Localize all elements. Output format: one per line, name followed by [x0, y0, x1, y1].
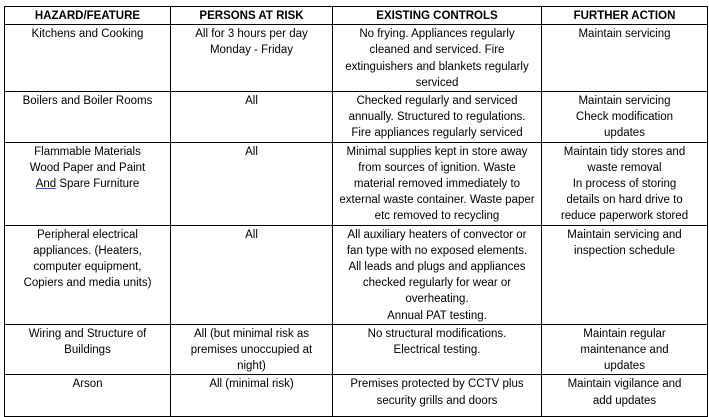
controls-cell: [333, 142, 542, 225]
persons-cell: [171, 142, 333, 225]
persons-line: premises unoccupied at: [190, 344, 313, 357]
controls-cell: [333, 225, 542, 324]
table-row: [5, 92, 708, 143]
hazard-cell: [5, 92, 171, 143]
action-line: inspection schedule: [573, 244, 675, 257]
action-line: Check modification: [575, 111, 674, 124]
action-line: maintenance and: [580, 344, 669, 357]
controls-cell: [333, 324, 542, 375]
controls-line: No structural modifications.: [367, 327, 507, 340]
persons-line: All (but minimal risk as: [193, 327, 310, 340]
persons-line: All: [245, 145, 258, 158]
controls-line: from sources of ignition. Waste: [358, 161, 516, 174]
persons-line: All for 3 hours per day: [195, 28, 308, 41]
controls-line: No frying. Appliances regularly: [359, 28, 515, 41]
persons-line: All (minimal risk): [209, 378, 294, 391]
persons-line: All: [245, 95, 258, 108]
controls-line: overheating.: [405, 293, 469, 306]
action-line: updates: [604, 360, 645, 373]
action-line: Maintain regular: [583, 327, 666, 340]
action-line: Maintain servicing: [578, 95, 671, 108]
header-hazard: HAZARD/FEATURE: [5, 7, 171, 25]
action-line: details on hard drive to: [566, 194, 683, 207]
hazard-line: Peripheral electrical: [37, 228, 138, 241]
header-controls: EXISTING CONTROLS: [333, 7, 542, 25]
action-line: add updates: [592, 394, 657, 407]
action-cell: [542, 375, 708, 417]
action-line: Maintain servicing and: [567, 228, 682, 241]
action-cell: [542, 142, 708, 225]
controls-line: Annual PAT testing.: [387, 309, 487, 322]
controls-line: Minimal supplies kept in store away: [346, 145, 528, 158]
header-row: [5, 7, 708, 25]
hazard-line: Wiring and Structure of: [28, 327, 147, 340]
spellcheck-underlined-word: And: [35, 178, 57, 191]
hazard-line: Boilers and Boiler Rooms: [22, 95, 153, 108]
controls-line: All leads and plugs and appliances: [348, 261, 526, 274]
controls-line: material removed immediately to: [353, 178, 521, 191]
hazard-cell: [5, 324, 171, 375]
controls-line: annually. Structured to regulations.: [348, 111, 526, 124]
action-cell: [542, 25, 708, 92]
persons-cell: [171, 92, 333, 143]
action-line: Maintain vigilance and: [567, 378, 682, 391]
header-action: FURTHER ACTION: [542, 7, 708, 25]
hazard-line: Buildings: [64, 344, 111, 357]
hazard-cell: [5, 225, 171, 324]
table-row: [5, 225, 708, 324]
controls-line: Checked regularly and serviced: [356, 95, 518, 108]
action-line: In process of storing: [572, 178, 677, 191]
persons-cell: [171, 375, 333, 417]
hazard-line: Flammable Materials: [34, 145, 141, 158]
hazard-line-rest: Spare Furniture: [59, 178, 140, 191]
controls-line: security grills and doors: [376, 394, 498, 407]
hazard-line: appliances. (Heaters,: [33, 244, 142, 257]
hazard-line: Arson: [72, 378, 103, 391]
controls-cell: [333, 375, 542, 417]
action-cell: [542, 324, 708, 375]
table-row: [5, 375, 708, 417]
controls-line: serviced: [415, 76, 459, 89]
controls-cell: [333, 25, 542, 92]
controls-line: cleaned and serviced. Fire: [369, 44, 505, 57]
hazard-line: [8, 176, 167, 192]
persons-line: Monday - Friday: [209, 44, 294, 57]
hazard-cell: [5, 25, 171, 92]
persons-cell: [171, 324, 333, 375]
action-line: reduce paperwork stored: [560, 210, 689, 223]
table-row: [5, 324, 708, 375]
controls-line: Premises protected by CCTV plus: [350, 378, 524, 391]
header-persons: PERSONS AT RISK: [171, 7, 333, 25]
persons-cell: [171, 225, 333, 324]
hazard-line: Copiers and media units): [23, 277, 152, 290]
controls-line: external waste container. Waste paper: [339, 194, 535, 207]
action-line: updates: [604, 127, 645, 140]
persons-cell: [171, 25, 333, 92]
hazard-cell: [5, 142, 171, 225]
controls-cell: [333, 92, 542, 143]
controls-line: etc removed to recycling: [374, 210, 500, 223]
controls-line: Electrical testing.: [393, 344, 481, 357]
action-line: waste removal: [587, 161, 662, 174]
table-row: [5, 25, 708, 92]
controls-line: fan type with no exposed elements.: [346, 244, 528, 257]
controls-line: checked regularly for wear or: [362, 277, 512, 290]
hazard-line: Kitchens and Cooking: [31, 28, 144, 41]
risk-assessment-table: [4, 6, 708, 417]
table-row: [5, 142, 708, 225]
action-line: Maintain servicing: [578, 28, 671, 41]
risk-assessment-table-wrapper: [4, 6, 708, 417]
hazard-cell: [5, 375, 171, 417]
controls-line: extinguishers and blankets regularly: [345, 60, 529, 73]
controls-line: Fire appliances regularly serviced: [351, 127, 523, 140]
hazard-line: computer equipment,: [33, 261, 142, 274]
action-cell: [542, 225, 708, 324]
controls-line: All auxiliary heaters of convector or: [347, 228, 527, 241]
action-cell: [542, 92, 708, 143]
action-line: Maintain tidy stores and: [563, 145, 686, 158]
persons-line: All: [245, 228, 258, 241]
hazard-line: Wood Paper and Paint: [29, 161, 146, 174]
persons-line: night): [237, 360, 266, 373]
